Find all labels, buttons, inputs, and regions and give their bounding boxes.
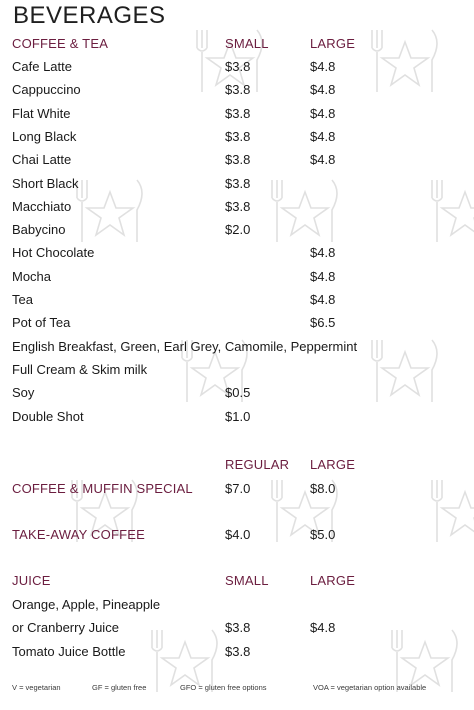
price-col-1: $3.8 <box>225 59 251 74</box>
item-name: Soy <box>12 385 35 401</box>
price-col-1: $3.8 <box>225 105 251 121</box>
juice-header-row <box>0 570 474 592</box>
item-name: COFFEE & MUFFIN SPECIAL <box>12 481 193 496</box>
price-col-2: $5.0 <box>310 527 336 542</box>
price-col-2: $4.8 <box>310 59 336 74</box>
specials-header-row <box>0 454 474 476</box>
item-name: Cafe Latte <box>12 59 72 74</box>
item-name: TAKE-AWAY COFFEE <box>12 527 145 542</box>
item-name: Babycino <box>12 222 66 238</box>
price-col-1: $2.0 <box>225 222 251 238</box>
item-name: Cappuccino <box>12 82 81 98</box>
item-name: Short Black <box>12 175 79 191</box>
menu-item-row <box>0 594 474 616</box>
price-col-1: $3.8 <box>225 175 251 191</box>
item-name: Full Cream & Skim milk <box>12 361 148 377</box>
legend-gluten-free: GF = gluten free <box>92 683 147 692</box>
item-name: Tea <box>12 292 33 307</box>
legend-vegetarian: V = vegetarian <box>12 683 61 692</box>
price-col-2: $4.8 <box>310 82 336 98</box>
item-name: Chai Latte <box>12 152 72 168</box>
item-name: English Breakfast, Green, Earl Grey, Camomile, Peppermint <box>12 338 358 354</box>
menu-item-row <box>0 382 474 404</box>
dietary-legend <box>0 683 474 695</box>
price-col-2: $6.5 <box>310 315 336 331</box>
column-header-2: LARGE <box>310 36 356 51</box>
item-name: Hot Chocolate <box>12 245 95 261</box>
item-name: Tomato Juice Bottle <box>12 643 126 659</box>
menu-item-row <box>0 103 474 125</box>
item-name: Macchiato <box>12 198 72 214</box>
item-name: Double Shot <box>12 408 84 424</box>
item-name: Long Black <box>12 128 77 144</box>
price-col-2: $4.8 <box>310 152 336 168</box>
item-name: Pot of Tea <box>12 315 71 331</box>
column-header-0: JUICE <box>12 573 51 588</box>
coffee-header-row <box>0 33 474 55</box>
item-name: Mocha <box>12 268 52 284</box>
item-name: or Cranberry Juice <box>12 620 119 636</box>
menu-item-row <box>0 79 474 101</box>
menu-item-row <box>0 359 474 381</box>
price-col-1: $3.8 <box>225 128 251 144</box>
price-col-2: $4.8 <box>310 245 336 261</box>
price-col-1: $3.8 <box>225 643 251 659</box>
menu-item-row <box>0 219 474 241</box>
menu-item-row <box>0 266 474 288</box>
price-col-1: $3.8 <box>225 198 251 214</box>
menu-item-row <box>0 336 474 358</box>
menu-item-row <box>0 524 474 546</box>
menu-item-row <box>0 149 474 171</box>
item-name: Flat White <box>12 105 71 121</box>
column-header-0: COFFEE & TEA <box>12 36 109 51</box>
menu-item-row <box>0 406 474 428</box>
menu-item-row <box>0 56 474 78</box>
price-col-2: $8.0 <box>310 481 336 496</box>
menu-item-row <box>0 617 474 639</box>
menu-title: BEVERAGES <box>13 2 166 29</box>
price-col-1: $1.0 <box>225 408 251 424</box>
menu-item-row <box>0 173 474 195</box>
column-header-2: LARGE <box>310 457 356 472</box>
price-col-2: $4.8 <box>310 268 336 284</box>
menu-item-row <box>0 196 474 218</box>
price-col-2: $4.8 <box>310 105 336 121</box>
column-header-1: SMALL <box>225 36 269 51</box>
column-header-1: REGULAR <box>225 457 290 472</box>
column-header-2: LARGE <box>310 573 356 588</box>
menu-item-row <box>0 312 474 334</box>
price-col-1: $7.0 <box>225 481 251 496</box>
menu-item-row <box>0 242 474 264</box>
column-header-1: SMALL <box>225 573 269 588</box>
price-col-1: $3.8 <box>225 152 251 168</box>
price-col-2: $4.8 <box>310 292 336 307</box>
menu-item-row <box>0 478 474 500</box>
menu-item-row <box>0 126 474 148</box>
price-col-2: $4.8 <box>310 620 336 636</box>
menu-item-row <box>0 289 474 311</box>
legend-vegetarian-option: VOA = vegetarian option available <box>313 683 427 692</box>
price-col-2: $4.8 <box>310 128 336 144</box>
price-col-1: $0.5 <box>225 385 251 401</box>
menu-item-row <box>0 641 474 663</box>
legend-gluten-free-options: GFO = gluten free options <box>180 683 267 692</box>
item-name: Orange, Apple, Pineapple <box>12 597 161 612</box>
price-col-1: $3.8 <box>225 620 251 636</box>
price-col-1: $3.8 <box>225 82 251 98</box>
price-col-1: $4.0 <box>225 527 251 542</box>
